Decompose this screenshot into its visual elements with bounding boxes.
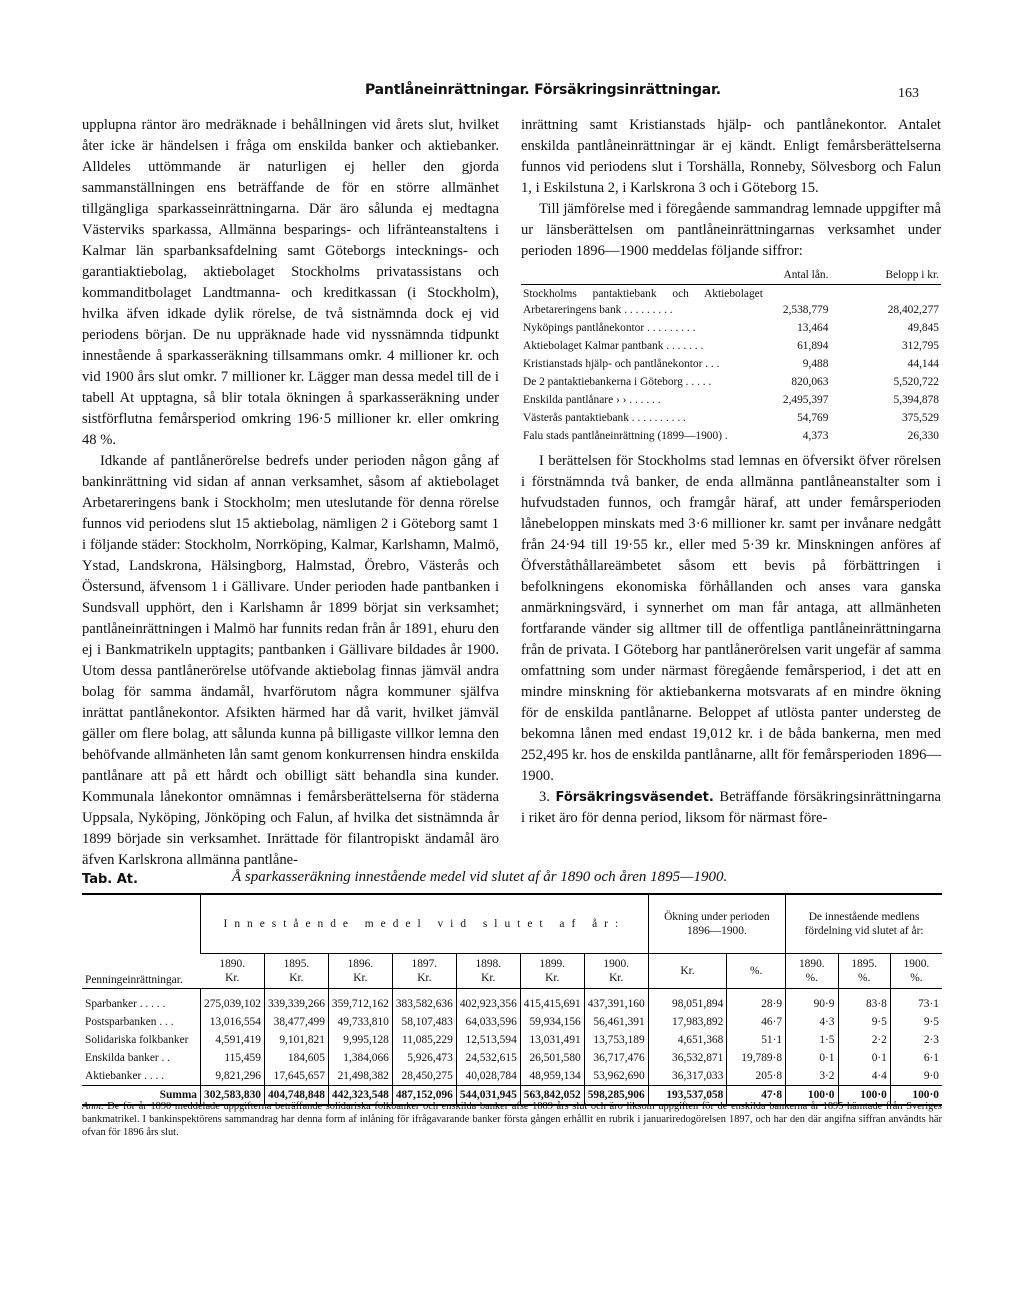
cell: 58,107,483: [392, 1013, 456, 1031]
cell: 3·2: [786, 1067, 838, 1086]
increase-unit-header: %.: [727, 954, 786, 989]
row-name: Summa: [82, 1085, 201, 1105]
table-row: [521, 355, 941, 373]
cell: 205·8: [727, 1067, 786, 1086]
left-column: [82, 115, 499, 871]
year-header: 1897. Kr.: [392, 954, 456, 989]
table-row: [521, 337, 941, 355]
cell: 47·8: [727, 1085, 786, 1105]
cell: 4·3: [786, 1013, 838, 1031]
row-name: Enskilda pantlånare › › . . . . . .: [523, 394, 661, 406]
cell: 12,513,594: [456, 1031, 520, 1049]
table-group-header-row: [82, 894, 942, 954]
dist-year-header: 1900. %.: [890, 954, 942, 989]
cell: 98,051,894: [648, 995, 727, 1013]
section-number: 3.: [539, 789, 550, 805]
cell: 21,498,382: [328, 1067, 392, 1086]
cell: 19,789·8: [727, 1049, 786, 1067]
cell: 83·8: [838, 995, 890, 1013]
year-header: 1900. Kr.: [584, 954, 648, 989]
deposits-group-header: Innestående medel vid slutet af år:: [201, 894, 649, 954]
table-row: [521, 319, 941, 337]
cell: 44,144: [907, 358, 939, 370]
year-header: 1890. Kr.: [201, 954, 265, 989]
cell: 404,748,848: [264, 1085, 328, 1105]
cell: 6·1: [890, 1049, 942, 1067]
page-number: 163: [898, 86, 919, 101]
cell: 17,645,657: [264, 1067, 328, 1086]
dist-year-header: 1890. %.: [786, 954, 838, 989]
table-row: [82, 1067, 942, 1086]
cell: 4·4: [838, 1067, 890, 1086]
row-name: Kristianstads hjälp- och pantlånekontor . . .: [523, 358, 720, 370]
cell: 9,488: [802, 358, 829, 370]
cell: 36,717,476: [584, 1049, 648, 1067]
cell: 820,063: [791, 376, 829, 388]
cell: 13,016,554: [201, 1013, 265, 1031]
table-row: [521, 409, 941, 427]
year-header: 1899. Kr.: [520, 954, 584, 989]
cell: 100·0: [786, 1085, 838, 1105]
column-header: Antal lån.: [783, 269, 829, 281]
cell: 100·0: [890, 1085, 942, 1105]
cell: 28·9: [727, 995, 786, 1013]
cell: 437,391,160: [584, 995, 648, 1013]
cell: 275,039,102: [201, 995, 265, 1013]
paragraph: upplupna räntor äro medräknade i behållningen vid årets slut, hvilket åter icke är händelsen i fråga om enskilda banker och aktiebanker. Alldeles uttömmande är naturligen ej heller den gjorda sammanställningen ens beträffande de för en större allmänhet tillgängliga sparkasseinrättningarna. Där äro sålunda ej medtagna Västerviks sparkassa, Allmänna besparings- och lifränteanstaltens i Kalmar län sparbanksafdelning samt Göteborgs intecknings- och garantiaktiebolag, aktiebolaget Stockholms privatassistans och kommanditbolaget Landtmanna- och kreditkassan (i Stockholm), hvilka äfven idkade dylik rörelse, de två sistnämnda dock ej vid periodens början. De nu uppräknade hade vid nyssnämnda tidpunkt innestående å sparkasseräkning tillsammans omkr. 4 millioner kr. och vid 1900 års slut omkr. 7 millioner kr. Lägger man dessa medel till de i tabell At upptagna, så blir totala ökningen å sparkasseräkning under sistförflutna femårsperiod omkring 196·5 millioner kr. eller omkring 48 %.: [82, 117, 499, 448]
cell: 61,894: [797, 340, 829, 352]
row-name: Nyköpings pantlånekontor . . . . . . . . .: [523, 322, 696, 334]
footnote-text: De för år 1890 meddelade uppgifterna beträffande solidariska folkbanker och enskilda banker afse 1889 års slut och äro liksom uppgiften för de enskilda bankerna år 1895 hämtade från Sveriges bankmatrikel. I bankinspektörens sammandrag har denna form af inlåning för ifrågavarande banker första gången erhållit en rubrik i januariredogörelsen 1897, och har den där angifna siffran användts här ofvan för 1896 års slut.: [82, 1101, 942, 1138]
cell: 9,821,296: [201, 1067, 265, 1086]
year-header: 1898. Kr.: [456, 954, 520, 989]
cell: 402,923,356: [456, 995, 520, 1013]
paragraph: Idkande af pantlånerörelse bedrefs under perioden någon gång af bankinrättning vid sidan af annan verksamhet, såsom af aktiebolaget Arbetareringens bank i Stockholm; men uteslutande för denna rörelse funnos vid periodens slut 15 aktiebolag, nämligen 2 i Göteborg samt 1 i följande städer: Stockholm, Norrköping, Kalmar, Karlshamn, Malmö, Ystad, Landskrona, Hälsingborg, Halmstad, Örebro, Västerås och Östersund, äfvensom 1 i Gällivare. Under perioden hade pantbanken i Sundsvall upphört, den i Karlshamn år 1899 börjat sin verksamhet; pantlåneinrättningen i Malmö har funnits redan från år 1891, ehuru den ej i Bankmatrikeln upptagits; pantbanken i Gällivare bildades år 1900. Utom dessa pantlånerörelse utöfvande aktiebolag finnas jämväl andra bolag för samma ändamål, hvarförutom några kommuner själfva inrättat pantlånekontor. Afsikten härmed har då varit, hvilket jämväl gäller om flere bolag, att sålunda kunna på billigaste villkor lemna den behöfvande allmänheten lån samt genom konkurrensen hindra enskilda pantlånare att på ett hårdt och obilligt sätt behandla sina kunder. Kommunala lånekontor omnämnas i femårsberättelserna för städerna Uppsala, Nyköping, Jönköping och Falun, af hvilka det sistnämnda år 1899 började sin verksamhet. Inrättade för filantropiskt ändamål äro äfven Karlskrona allmänna pantlåne-: [82, 453, 499, 868]
table-title: Å sparkasseräkning innestående medel vid slutet af år 1890 och åren 1895—1900.: [232, 869, 728, 885]
cell: 13,464: [797, 322, 829, 334]
row-name: Sparbanker . . . . .: [85, 997, 166, 1010]
cell: 51·1: [727, 1031, 786, 1049]
cell: 0·1: [838, 1049, 890, 1067]
cell: 28,450,275: [392, 1067, 456, 1086]
cell: 13,031,491: [520, 1031, 584, 1049]
cell: 5,520,722: [893, 376, 939, 388]
pawn-statistics-table: [521, 266, 941, 445]
cell: 54,769: [797, 412, 829, 424]
year-header: 1895. Kr.: [264, 954, 328, 989]
cell: 184,605: [264, 1049, 328, 1067]
row-name: Västerås pantaktiebank . . . . . . . . . .: [523, 412, 686, 424]
cell: 90·9: [786, 995, 838, 1013]
cell: 24,532,615: [456, 1049, 520, 1067]
table-row: [82, 1031, 942, 1049]
table-header-row: [521, 266, 941, 285]
cell: 2·3: [890, 1031, 942, 1049]
table-row: [82, 1049, 942, 1067]
cell: 1·5: [786, 1031, 838, 1049]
cell: 46·7: [727, 1013, 786, 1031]
cell: 0·1: [786, 1049, 838, 1067]
cell: 26,330: [907, 430, 939, 442]
cell: 4,591,419: [201, 1031, 265, 1049]
increase-unit-header: Kr.: [648, 954, 727, 989]
paragraph: I berättelsen för Stockholms stad lemnas en öfversikt öfver rörelsen i förstnämnda två banker, de enda allmänna pantlåneanstalter som i hufvudstaden funnos, och framgår häraf, att under femårsperioden lånebeloppen minskats med 3·6 millioner kr. samt per invånare nedgått från 24·94 till 19·55 kr., eller med 5·39 kr. Minskningen anföres af Öfverståthållareämbetet såsom ett bevis på förbättringen i befolkningens ekonomiska förhållanden och anses vara ganska anmärkningsvärd, i synnerhet om man får antaga, att allmänheten fortfarande vänder sig alltmer till de offentliga pantlåneinrättningarna från de privata. I Göteborg har pantlånerörelsen varit ungefär af samma omfattning som under närmast föregående femårsperiod, i det att en mindre minskning för aktiebankerna motsvarats af en mindre ökning för de enskilda pantlånarne. Beloppet af utlösta panter understeg de bekomna lånen med endast 19,012 kr. i de båda bankerna, men med 252,495 kr. hos de enskilda pantlånarne, allt för femårsperioden 1896—1900.: [521, 453, 941, 784]
row-name: Postsparbanken . . .: [85, 1015, 174, 1028]
cell: 56,461,391: [584, 1013, 648, 1031]
savings-deposits-table: [82, 893, 942, 1106]
cell: 73·1: [890, 995, 942, 1013]
dist-year-header: 1895. %.: [838, 954, 890, 989]
cell: 36,532,871: [648, 1049, 727, 1067]
cell: 302,583,830: [201, 1085, 265, 1105]
cell: 563,842,052: [520, 1085, 584, 1105]
column-header: Belopp i kr.: [885, 269, 939, 281]
cell: 375,529: [901, 412, 939, 424]
cell: 40,028,784: [456, 1067, 520, 1086]
table-row: [82, 995, 942, 1013]
cell: 59,934,156: [520, 1013, 584, 1031]
cell: 49,733,810: [328, 1013, 392, 1031]
cell: 9,101,821: [264, 1031, 328, 1049]
cell: 11,085,229: [392, 1031, 456, 1049]
row-name: Aktiebanker . . . .: [85, 1069, 165, 1082]
cell: 2,495,397: [782, 394, 829, 406]
table-year-header-row: [82, 954, 942, 989]
cell: 5,394,878: [893, 394, 939, 406]
table-row: [521, 427, 941, 445]
section-paragraph: [521, 787, 941, 829]
row-name: Falu stads pantlåneinrättning (1899—1900) .: [523, 430, 728, 442]
row-name: Aktiebolaget Kalmar pantbank . . . . . . .: [523, 340, 704, 352]
row-name: Solidariska folkbanker: [85, 1033, 189, 1046]
row-name: Enskilda banker . .: [85, 1051, 171, 1064]
cell: 383,582,636: [392, 995, 456, 1013]
section-heading: Försäkringsväsendet.: [555, 790, 714, 805]
cell: 2·2: [838, 1031, 890, 1049]
cell: 64,033,596: [456, 1013, 520, 1031]
cell: 115,459: [201, 1049, 265, 1067]
table-row: [521, 373, 941, 391]
table-row: [82, 1013, 942, 1031]
cell: 4,373: [802, 430, 829, 442]
cell: 5,926,473: [392, 1049, 456, 1067]
cell: 2,538,779: [765, 285, 831, 320]
footnote: [82, 1100, 942, 1139]
row-header: Penningeinrättningar.: [82, 894, 201, 989]
cell: 9,995,128: [328, 1031, 392, 1049]
table-row: [521, 391, 941, 409]
cell: 53,962,690: [584, 1067, 648, 1086]
footnote-label: Anm.: [82, 1101, 104, 1112]
cell: 100·0: [838, 1085, 890, 1105]
cell: 36,317,033: [648, 1067, 727, 1086]
cell: 1,384,066: [328, 1049, 392, 1067]
increase-group-header: Ökning under perioden 1896—1900.: [648, 894, 785, 954]
paragraph: Till jämförelse med i föregående sammandrag lemnade uppgifter må ur länsberättelsen om pantlåneinrättningarnas verksamhet under perioden 1896—1900 meddelas följande siffror:: [521, 201, 941, 259]
cell: 48,959,134: [520, 1067, 584, 1086]
cell: 359,712,162: [328, 995, 392, 1013]
cell: 13,753,189: [584, 1031, 648, 1049]
cell: 415,415,691: [520, 995, 584, 1013]
right-column: [521, 115, 941, 829]
row-name: Stockholms pantaktiebank och Aktiebolaget Arbetareringens bank . . . . . . . . .: [521, 285, 765, 320]
cell: 193,537,058: [648, 1085, 727, 1105]
cell: 4,651,368: [648, 1031, 727, 1049]
cell: 442,323,548: [328, 1085, 392, 1105]
cell: 28,402,277: [830, 285, 941, 320]
cell: 339,339,266: [264, 995, 328, 1013]
paragraph: inrättning samt Kristianstads hjälp- och pantlånekontor. Antalet enskilda pantlåneinrättningar är ej kändt. Enligt femårsberättelserna funnos vid periodens slut i Torshälla, Ronneby, Sölvesborg och Falun 1, i Eskilstuna 2, i Karlskrona 3 och i Göteborg 15.: [521, 117, 941, 196]
cell: 49,845: [907, 322, 939, 334]
row-name: De 2 pantaktiebankerna i Göteborg . . . . .: [523, 376, 712, 388]
cell: 312,795: [901, 340, 939, 352]
cell: 9·0: [890, 1067, 942, 1086]
running-header: Pantlåneinrättningar. Försäkringsinrättningar.: [365, 82, 721, 98]
cell: 9·5: [838, 1013, 890, 1031]
cell: 544,031,945: [456, 1085, 520, 1105]
cell: 38,477,499: [264, 1013, 328, 1031]
cell: 487,152,096: [392, 1085, 456, 1105]
cell: 598,285,906: [584, 1085, 648, 1105]
cell: 9·5: [890, 1013, 942, 1031]
distribution-group-header: De innestående medlens fördelning vid slutet af år:: [786, 894, 942, 954]
section-text: Beträffande försäkringsinrättningarna i riket äro för denna period, liksom för närmast före-: [521, 789, 941, 826]
year-header: 1896. Kr.: [328, 954, 392, 989]
cell: 17,983,892: [648, 1013, 727, 1031]
cell: 26,501,580: [520, 1049, 584, 1067]
table-label: Tab. At.: [82, 872, 138, 887]
table-row: [521, 285, 941, 320]
